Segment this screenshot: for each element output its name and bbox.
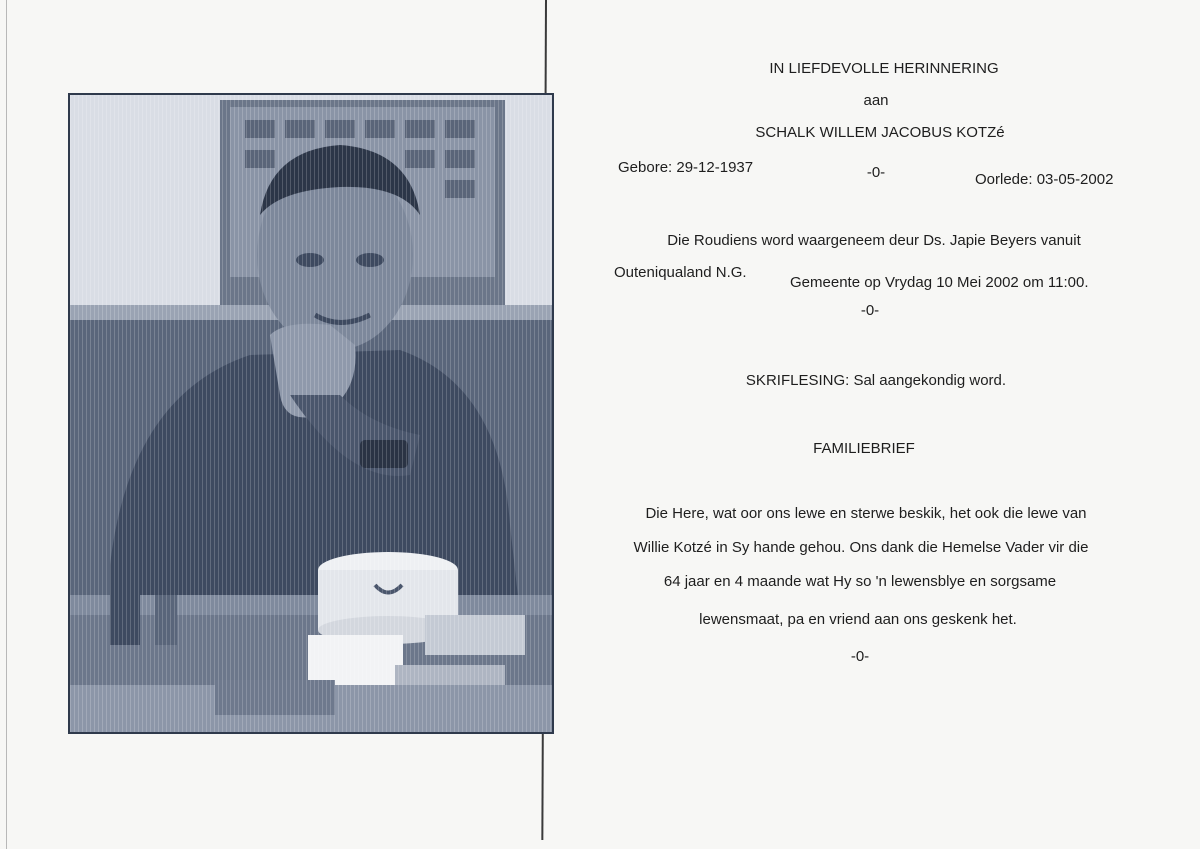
- service-line-2b: Gemeente op Vrydag 10 Mei 2002 om 11:00.: [790, 274, 1089, 291]
- aan-text: aan: [863, 92, 889, 109]
- letter-line-2: Willie Kotzé in Sy hande gehou. Ons dank die Hemelse Vader vir die: [633, 539, 1089, 556]
- born-date: Gebore: 29-12-1937: [618, 159, 754, 176]
- portrait-photo: [68, 93, 554, 734]
- letter-line-3: 64 jaar en 4 maande wat Hy so 'n lewensblye en sorgsame: [663, 573, 1057, 590]
- separator: -0-: [866, 164, 886, 181]
- photo-image: [70, 95, 552, 732]
- family-letter-heading: FAMILIEBRIEF: [813, 440, 915, 457]
- letter-line-1: Die Here, wat oor ons lewe en sterwe beskik, het ook die lewe van: [645, 505, 1087, 522]
- letter-line-4: lewensmaat, pa en vriend aan ons geskenk het.: [699, 611, 1017, 628]
- separator: -0-: [850, 648, 870, 665]
- died-date: Oorlede: 03-05-2002: [975, 171, 1114, 188]
- service-line-1: Die Roudiens word waargeneem deur Ds. Japie Beyers vanuit: [667, 232, 1081, 249]
- memorial-heading: IN LIEFDEVOLLE HERINNERING: [769, 60, 999, 77]
- deceased-name: SCHALK WILLEM JACOBUS KOTZé: [755, 124, 1005, 141]
- scripture-reading: SKRIFLESING: Sal aangekondig word.: [745, 372, 1007, 389]
- page-edge: [6, 0, 7, 849]
- separator: -0-: [860, 302, 880, 319]
- service-line-2a: Outeniqualand N.G.: [614, 264, 747, 281]
